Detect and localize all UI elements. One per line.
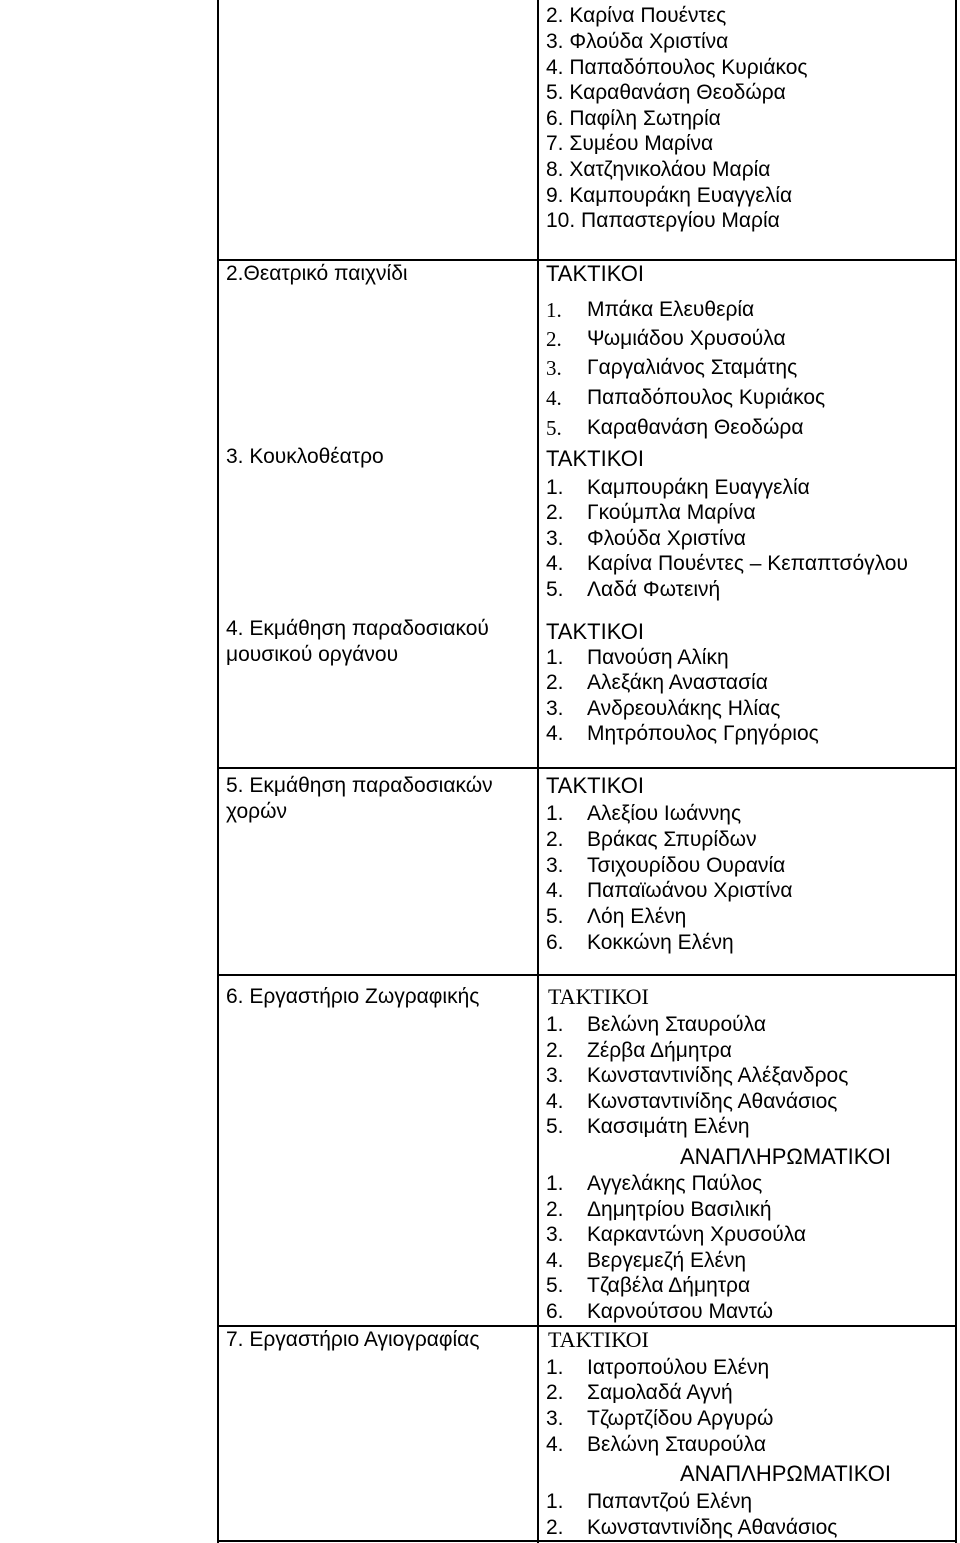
item-name: Αγγελάκης Παύλος: [587, 1172, 763, 1195]
item-number: 1.: [546, 802, 564, 825]
section-label: 7. Εργαστήριο Αγιογραφίας: [226, 1328, 480, 1351]
item-name: Λόη Ελένη: [587, 905, 687, 928]
list-item: 9. Καμπουράκη Ευαγγελία: [546, 184, 793, 207]
item-number: 1.: [546, 1356, 564, 1379]
item-number: 4.: [546, 1090, 564, 1113]
item-name: Βράκας Σπυρίδων: [587, 828, 757, 851]
item-name: Καρίνα Πουέντες – Κεπαπτσόγλου: [587, 552, 908, 575]
item-name: Ανδρεουλάκης Ηλίας: [587, 697, 781, 720]
list-item: 5. Καραθανάση Θεοδώρα: [546, 81, 786, 104]
item-name: Τζαβέλα Δήμητρα: [587, 1274, 751, 1297]
item-name: Ζέρβα Δήμητρα: [587, 1039, 732, 1062]
section-label: 5. Εκμάθηση παραδοσιακών: [226, 774, 493, 797]
item-number: 6.: [546, 1300, 564, 1323]
item-name: Φλούδα Χριστίνα: [587, 527, 746, 550]
group-header-regular: ΤΑΚΤΙΚΟΙ: [546, 446, 644, 471]
group-header-substitute: ΑΝΑΠΛΗΡΩΜΑΤΙΚΟΙ: [680, 1461, 891, 1486]
group-header-regular: ΤΑΚΤΙΚΟΙ: [546, 773, 644, 798]
item-name: Κωνσταντινίδης Αθανάσιος: [587, 1090, 838, 1113]
section-label: χορών: [226, 800, 287, 823]
item-number: 3.: [546, 1223, 564, 1246]
item-number: 4.: [546, 722, 564, 745]
item-number: 1.: [546, 1490, 564, 1513]
item-number: 1.: [546, 1013, 564, 1036]
item-number: 5.: [546, 578, 564, 601]
item-name: Αλεξίου Ιωάννης: [587, 802, 742, 825]
table-bottom-border: [217, 1540, 957, 1542]
list-item: 6. Παφίλη Σωτηρία: [546, 107, 721, 130]
item-number: 2.: [546, 671, 564, 694]
item-name: Κοκκώνη Ελένη: [587, 931, 734, 954]
item-name: Ιατροπούλου Ελένη: [587, 1356, 770, 1379]
item-name: Γαργαλιάνος Σταμάτης: [587, 356, 798, 379]
table-column-divider: [537, 0, 539, 1543]
item-number: 2.: [546, 1198, 564, 1221]
item-number: 3.: [546, 697, 564, 720]
item-number: 2.: [546, 327, 562, 351]
list-item: 2. Καρίνα Πουέντες: [546, 4, 727, 27]
section-label: μουσικού οργάνου: [226, 643, 399, 666]
item-number: 3.: [546, 527, 564, 550]
item-number: 1.: [546, 298, 562, 322]
section-label: 4. Εκμάθηση παραδοσιακού: [226, 617, 489, 640]
table-left-border: [217, 0, 219, 1543]
list-item: 4. Παπαδόπουλος Κυριάκος: [546, 56, 808, 79]
item-number: 3.: [546, 1407, 564, 1430]
item-name: Σαμολαδά Αγνή: [587, 1381, 733, 1404]
section-label: 6. Εργαστήριο Ζωγραφικής: [226, 985, 480, 1008]
item-number: 1.: [546, 476, 564, 499]
item-number: 3.: [546, 1064, 564, 1087]
item-number: 2.: [546, 1381, 564, 1404]
item-name: Παπαϊωάνου Χριστίνα: [587, 879, 793, 902]
item-number: 4.: [546, 1433, 564, 1456]
group-header-substitute: ΑΝΑΠΛΗΡΩΜΑΤΙΚΟΙ: [680, 1144, 891, 1169]
item-name: Κασσιμάτη Ελένη: [587, 1115, 750, 1138]
item-name: Καμπουράκη Ευαγγελία: [587, 476, 810, 499]
item-name: Καραθανάση Θεοδώρα: [587, 416, 804, 439]
item-name: Βελώνη Σταυρούλα: [587, 1433, 766, 1456]
item-name: Παπαντζού Ελένη: [587, 1490, 753, 1513]
section-label: 3. Κουκλοθέατρο: [226, 445, 384, 468]
group-header-regular: ΤΑΚΤΙΚΟΙ: [546, 261, 644, 286]
item-name: Γκούμπλα Μαρίνα: [587, 501, 756, 524]
item-number: 4.: [546, 552, 564, 575]
item-number: 5.: [546, 1115, 564, 1138]
item-number: 2.: [546, 828, 564, 851]
item-name: Βελώνη Σταυρούλα: [587, 1013, 766, 1036]
item-name: Βεργεμεζή Ελένη: [587, 1249, 747, 1272]
list-item: 8. Χατζηνικολάου Μαρία: [546, 158, 771, 181]
item-name: Καρκαντώνη Χρυσούλα: [587, 1223, 807, 1246]
item-name: Κωνσταντινίδης Αλέξανδρος: [587, 1064, 849, 1087]
item-name: Μητρόπουλος Γρηγόριος: [587, 722, 819, 745]
table-row-divider: [217, 974, 957, 976]
table-right-border: [955, 0, 957, 1543]
item-name: Καρνούτσου Μαντώ: [587, 1300, 773, 1323]
list-item: 3. Φλούδα Χριστίνα: [546, 30, 729, 53]
item-name: Λαδά Φωτεινή: [587, 578, 721, 601]
item-number: 4.: [546, 386, 562, 410]
item-number: 6.: [546, 931, 564, 954]
item-name: Δημητρίου Βασιλική: [587, 1198, 772, 1221]
section-label: 2.Θεατρικό παιχνίδι: [226, 262, 408, 285]
item-number: 2.: [546, 501, 564, 524]
item-number: 2.: [546, 1039, 564, 1062]
item-number: 1.: [546, 1172, 564, 1195]
list-item: 10. Παπαστεργίου Μαρία: [546, 209, 780, 232]
item-number: 3.: [546, 356, 562, 380]
list-item: 7. Συμέου Μαρίνα: [546, 132, 714, 155]
table-row-divider: [217, 767, 957, 769]
item-number: 5.: [546, 1274, 564, 1297]
item-name: Μπάκα Ελευθερία: [587, 298, 755, 321]
item-name: Πανούση Αλίκη: [587, 646, 729, 669]
item-name: Τζωρτζίδου Αργυρώ: [587, 1407, 774, 1430]
item-number: 4.: [546, 879, 564, 902]
item-number: 4.: [546, 1249, 564, 1272]
group-header-regular: ΤΑΚΤΙΚΟΙ: [548, 984, 649, 1009]
item-number: 1.: [546, 646, 564, 669]
item-name: Ψωμιάδου Χρυσούλα: [587, 327, 786, 350]
group-header-regular: ΤΑΚΤΙΚΟΙ: [546, 619, 644, 644]
group-header-regular: ΤΑΚΤΙΚΟΙ: [548, 1327, 649, 1352]
item-name: Τσιχουρίδου Ουρανία: [587, 854, 786, 877]
item-number: 3.: [546, 854, 564, 877]
item-name: Κωνσταντινίδης Αθανάσιος: [587, 1516, 838, 1539]
item-name: Αλεξάκη Αναστασία: [587, 671, 768, 694]
item-name: Παπαδόπουλος Κυριάκος: [587, 386, 826, 409]
item-number: 5.: [546, 905, 564, 928]
item-number: 2.: [546, 1516, 564, 1539]
item-number: 5.: [546, 416, 562, 440]
